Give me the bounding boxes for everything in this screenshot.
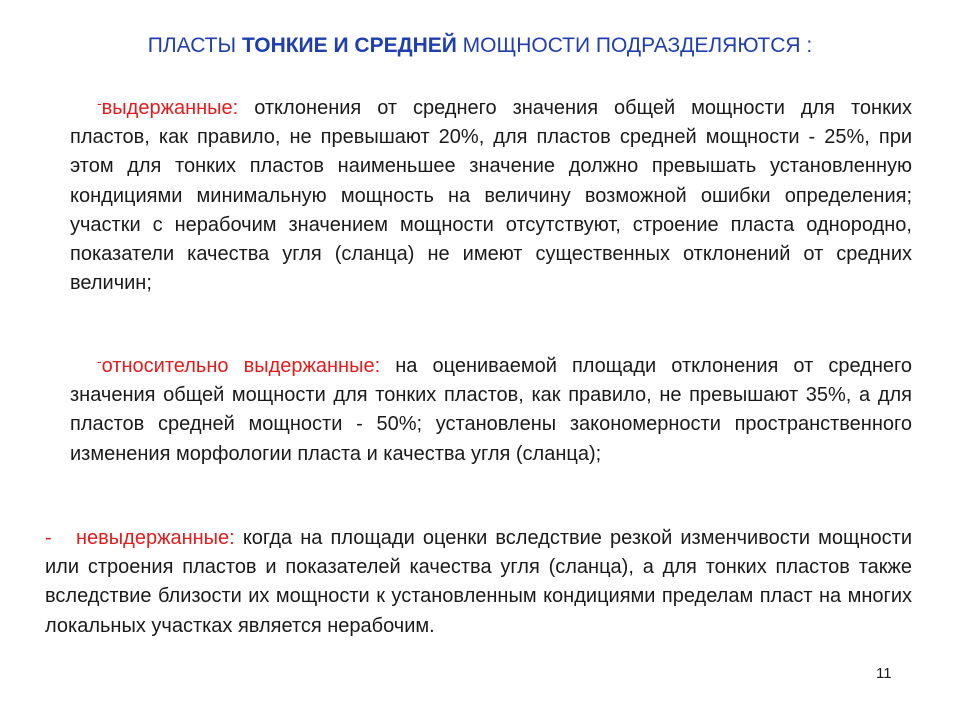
title-part-3: МОЩНОСТИ ПОДРАЗДЕЛЯЮТСЯ : [456,34,813,57]
paragraph-inconsistent [45,524,912,641]
title-part-2-bold: ТОНКИЕ И СРЕДНЕЙ [241,34,457,57]
term-inconsistent: невыдержанные: [75,527,235,549]
text-relatively-consistent: на оцениваемой площади отклонения от среднего значения общей мощности для тонких пластов, как правило, не превышают 35%, а для пластов средней мощности - 50%; установлены закономерности пространственного изменения морфологии пласта и качества угля (сланца); [70,355,912,465]
bullet-dash: - [97,353,102,369]
term-consistent: выдержанные: [101,97,239,119]
title-part-1: ПЛАСТЫ [147,34,242,57]
paragraph-consistent [70,94,912,298]
paragraph-relatively-consistent [70,352,912,469]
bullet-dash: - [45,527,52,549]
text-consistent: отклонения от среднего значения общей мощности для тонких пластов, как правило, не превышают 20%, для пластов средней мощности - 25%, при этом для тонких пластов наименьшее значение должно превышать установленную кондициями минимальную мощность на величину возможной ошибки определения; участки с нерабочим значением мощности отсутствуют, строение пласта однородно, показатели качества угля (сланца) не имеют существенных отклонений от средних величин; [70,97,912,295]
term-spacer [52,527,76,549]
text-inconsistent: когда на площади оценки вследствие резкой изменчивости мощности или строения пластов и показателей качества угля (сланца), а для тонких пластов также вследствие близости их мощности к установленным кондициями пределам пласт на многих локальных участках является нерабочим. [45,527,912,637]
term-relatively-consistent: относительно выдержанные: [101,355,381,377]
slide-title [0,33,960,59]
bullet-dash: - [97,95,102,111]
page-number: 11 [876,665,892,682]
